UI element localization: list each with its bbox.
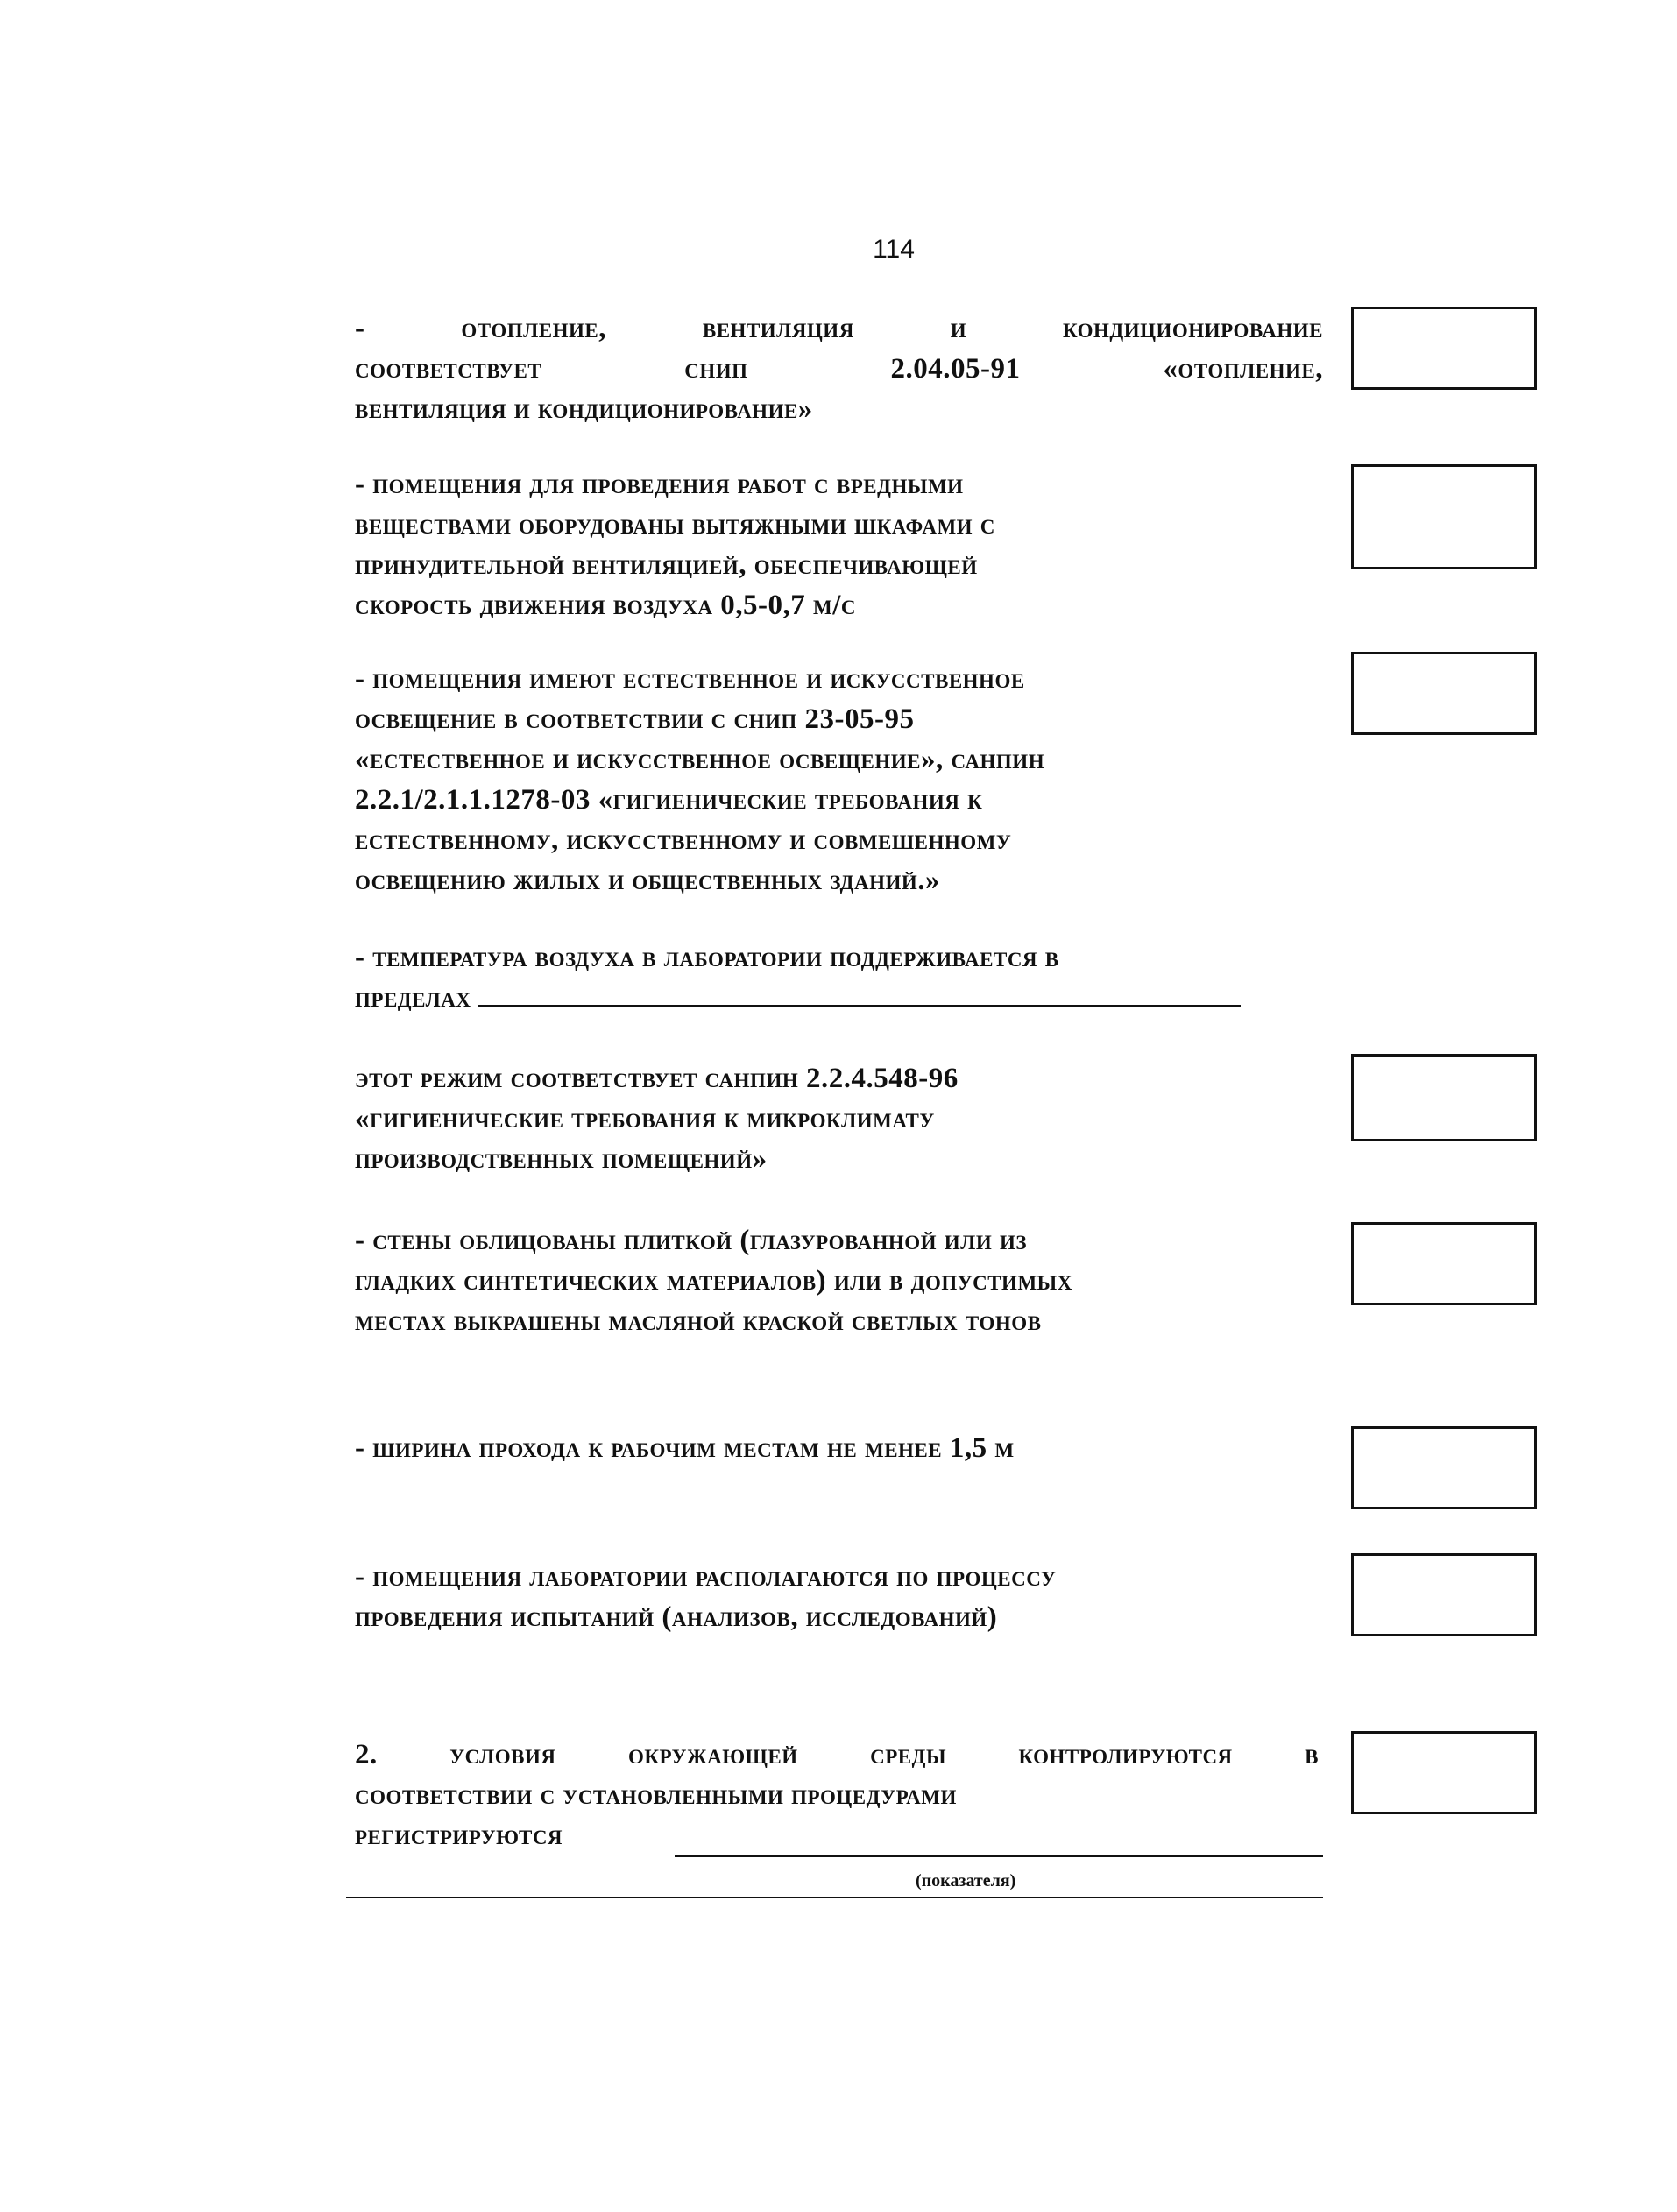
requirement-passage-width bbox=[355, 1428, 1323, 1468]
requirement-air-temperature bbox=[355, 937, 1323, 1018]
checkbox-environment-control[interactable] bbox=[1351, 1731, 1537, 1814]
requirement-line: - помещения для проведения работ с вредными bbox=[355, 469, 964, 500]
checkbox-microclimate[interactable] bbox=[1351, 1054, 1537, 1141]
requirement-room-layout bbox=[355, 1557, 1323, 1637]
field-hint: (показателя) bbox=[916, 1871, 1016, 1890]
requirement-line: производственных помещений» bbox=[355, 1143, 768, 1175]
registration-field[interactable] bbox=[675, 1855, 1323, 1857]
requirement-line: «естественное и искусственное освещение», санпин bbox=[355, 744, 1045, 775]
requirement-line: - температура воздуха в лаборатории поддерживается в bbox=[355, 942, 1059, 973]
requirement-line: освещению жилых и общественных зданий.» bbox=[355, 865, 940, 896]
requirement-line: принудительной вентиляцией, обеспечивающей bbox=[355, 549, 978, 581]
requirement-heating-ventilation bbox=[355, 308, 1323, 429]
requirement-microclimate bbox=[355, 1058, 1323, 1179]
requirement-line: - помещения лаборатории располагаются по процессу bbox=[355, 1561, 1057, 1593]
page-number: 114 bbox=[873, 235, 915, 264]
temperature-range-field[interactable] bbox=[478, 980, 1241, 1007]
requirement-line: местах выкрашены масляной краской светлых тонов bbox=[355, 1305, 1042, 1337]
checkbox-heating-ventilation[interactable] bbox=[1351, 307, 1537, 390]
requirement-lighting bbox=[355, 659, 1323, 901]
requirement-line: - отопление, вентиляция и кондиционирование bbox=[355, 313, 1323, 344]
requirement-line-with-blank bbox=[355, 978, 1323, 1018]
requirement-line: веществами оборудованы вытяжными шкафами с bbox=[355, 509, 995, 541]
requirement-line: скорость движения воздуха 0,5-0,7 м/с bbox=[355, 590, 857, 621]
checkbox-lighting[interactable] bbox=[1351, 652, 1537, 735]
checkbox-room-layout[interactable] bbox=[1351, 1553, 1537, 1636]
requirement-line: - стены облицованы плиткой (глазурованной или из bbox=[355, 1225, 1027, 1256]
requirement-environment-control bbox=[355, 1735, 1319, 1855]
requirement-line: - помещения имеют естественное и искусственное bbox=[355, 663, 1025, 695]
requirement-line: гладких синтетических материалов) или в допустимых bbox=[355, 1265, 1072, 1297]
requirement-line: этот режим соответствует санпин 2.2.4.548-96 bbox=[355, 1063, 959, 1094]
requirement-line: соответствует снип 2.04.05-91 «отопление, bbox=[355, 353, 1323, 385]
requirement-walls bbox=[355, 1220, 1323, 1341]
requirement-line: 2.2.1/2.1.1.1278-03 «гигиенические требования к bbox=[355, 784, 983, 816]
requirement-line: «гигиенические требования к микроклимату bbox=[355, 1103, 935, 1134]
requirement-line: освещение в соответствии с снип 23-05-95 bbox=[355, 703, 915, 735]
requirement-line: - ширина прохода к рабочим местам не менее 1,5 м bbox=[355, 1432, 1015, 1464]
second-entry-line[interactable] bbox=[346, 1897, 1323, 1898]
requirement-line: соответствии с установленными процедурами bbox=[355, 1779, 957, 1811]
checkbox-passage-width[interactable] bbox=[1351, 1426, 1537, 1509]
requirement-line: 2. условия окружающей среды контролируются в bbox=[355, 1739, 1319, 1770]
requirement-line: естественному, искусственному и совмешенному bbox=[355, 824, 1012, 856]
checkbox-fume-hoods[interactable] bbox=[1351, 464, 1537, 569]
requirement-line: регистрируются bbox=[355, 1820, 563, 1851]
requirement-fume-hoods bbox=[355, 464, 1323, 625]
requirement-line: проведения испытаний (анализов, исследований) bbox=[355, 1601, 998, 1633]
requirement-line: вентиляция и кондиционирование» bbox=[355, 393, 813, 425]
checkbox-walls[interactable] bbox=[1351, 1222, 1537, 1305]
requirement-line: пределах bbox=[355, 982, 471, 1014]
